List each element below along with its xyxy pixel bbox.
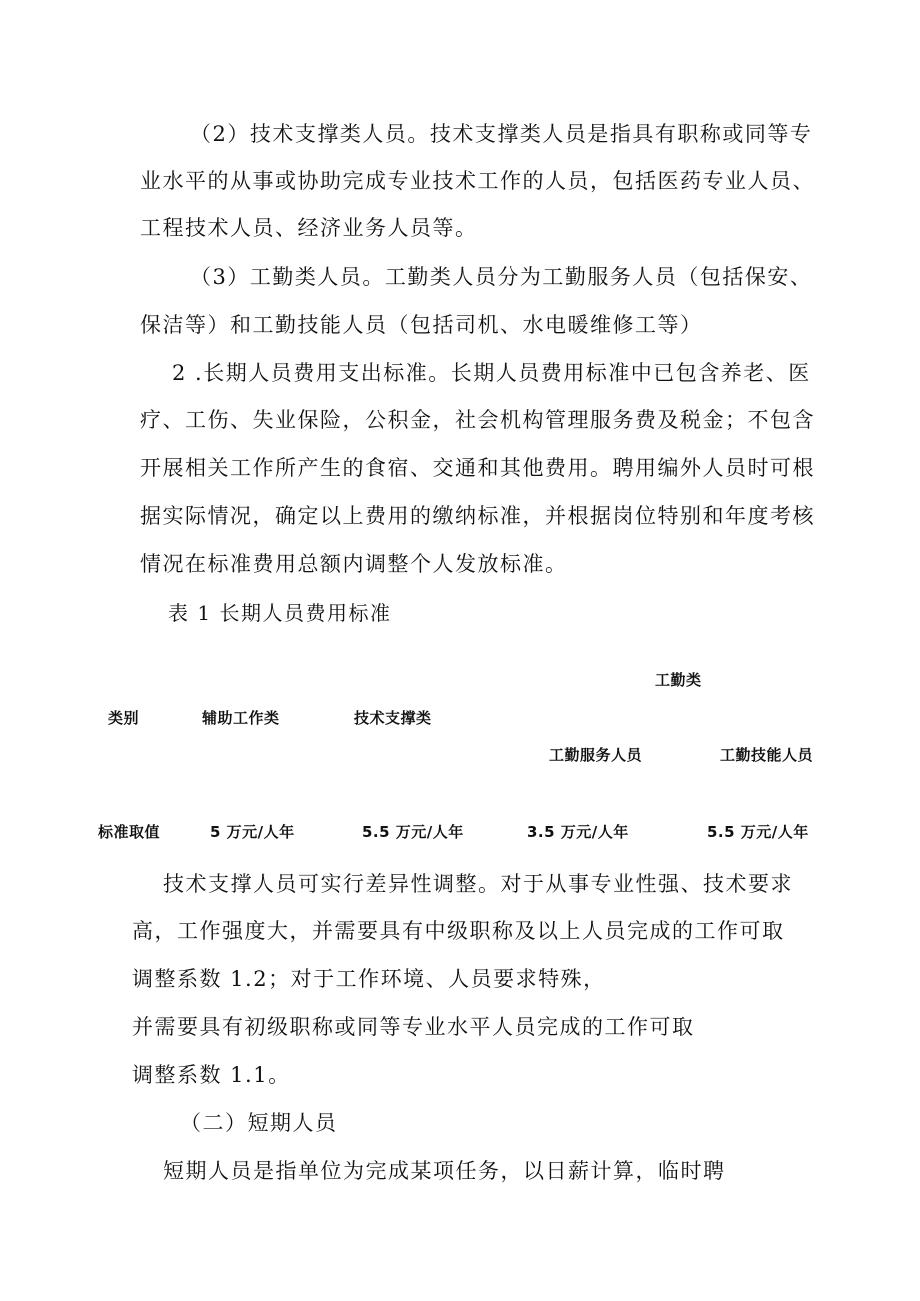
paragraph-line: 据实际情况，确定以上费用的缴纳标准，并根据岗位特别和年度考核 — [140, 504, 815, 528]
cell-auxiliary: 5 万元/人年 — [210, 823, 295, 841]
cell-logistics-skilled: 5.5 万元/人年 — [707, 823, 809, 841]
header-logistics-skilled: 工勤技能人员 — [720, 746, 814, 764]
paragraph-line: （2）技术支撑类人员。技术支撑类人员是指具有职称或同等专 — [190, 122, 813, 146]
paragraph-line: 疗、工伤、失业保险，公积金，社会机构管理服务费及税金；不包含 — [140, 408, 815, 432]
paragraph-line: 2 .长期人员费用支出标准。长期人员费用标准中已包含养老、医 — [172, 361, 811, 385]
paragraph-line: 高，工作强度大，并需要具有中级职称及以上人员完成的工作可取 — [132, 919, 785, 943]
paragraph-line: 保洁等）和工勤技能人员（包括司机、水电暖维修工等） — [140, 313, 703, 337]
cell-technical: 5.5 万元/人年 — [362, 823, 464, 841]
paragraph-line: 开展相关工作所产生的食宿、交通和其他费用。聘用编外人员时可根 — [140, 456, 815, 480]
paragraph-line: 并需要具有初级职称或同等专业水平人员完成的工作可取 — [132, 1015, 695, 1039]
cell-logistics-service: 3.5 万元/人年 — [527, 823, 629, 841]
paragraph-line: （3）工勤类人员。工勤类人员分为工勤服务人员（包括保安、 — [190, 265, 813, 289]
paragraph-line: 业水平的从事或协助完成专业技术工作的人员，包括医药专业人员、 — [140, 169, 815, 193]
section-heading: （二）短期人员 — [180, 1111, 338, 1135]
paragraph-line: 工程技术人员、经济业务人员等。 — [140, 216, 478, 240]
header-auxiliary: 辅助工作类 — [202, 709, 280, 727]
header-technical: 技术支撑类 — [354, 709, 432, 727]
paragraph-line: 调整系数 1.2；对于工作环境、人员要求特殊， — [132, 967, 606, 991]
paragraph-line: 短期人员是指单位为完成某项任务，以日薪计算，临时聘 — [163, 1159, 726, 1183]
paragraph-line: 技术支撑人员可实行差异性调整。对于从事专业性强、技术要求 — [163, 872, 793, 896]
header-category: 类别 — [108, 709, 140, 727]
header-logistics: 工勤类 — [655, 671, 702, 689]
paragraph-line: 调整系数 1.1。 — [132, 1063, 291, 1087]
table-caption: 表 1 长期人员费用标准 — [168, 601, 392, 625]
header-logistics-service: 工勤服务人员 — [549, 746, 643, 764]
paragraph-line: 情况在标准费用总额内调整个人发放标准。 — [140, 552, 568, 576]
row-label: 标准取值 — [98, 823, 161, 841]
